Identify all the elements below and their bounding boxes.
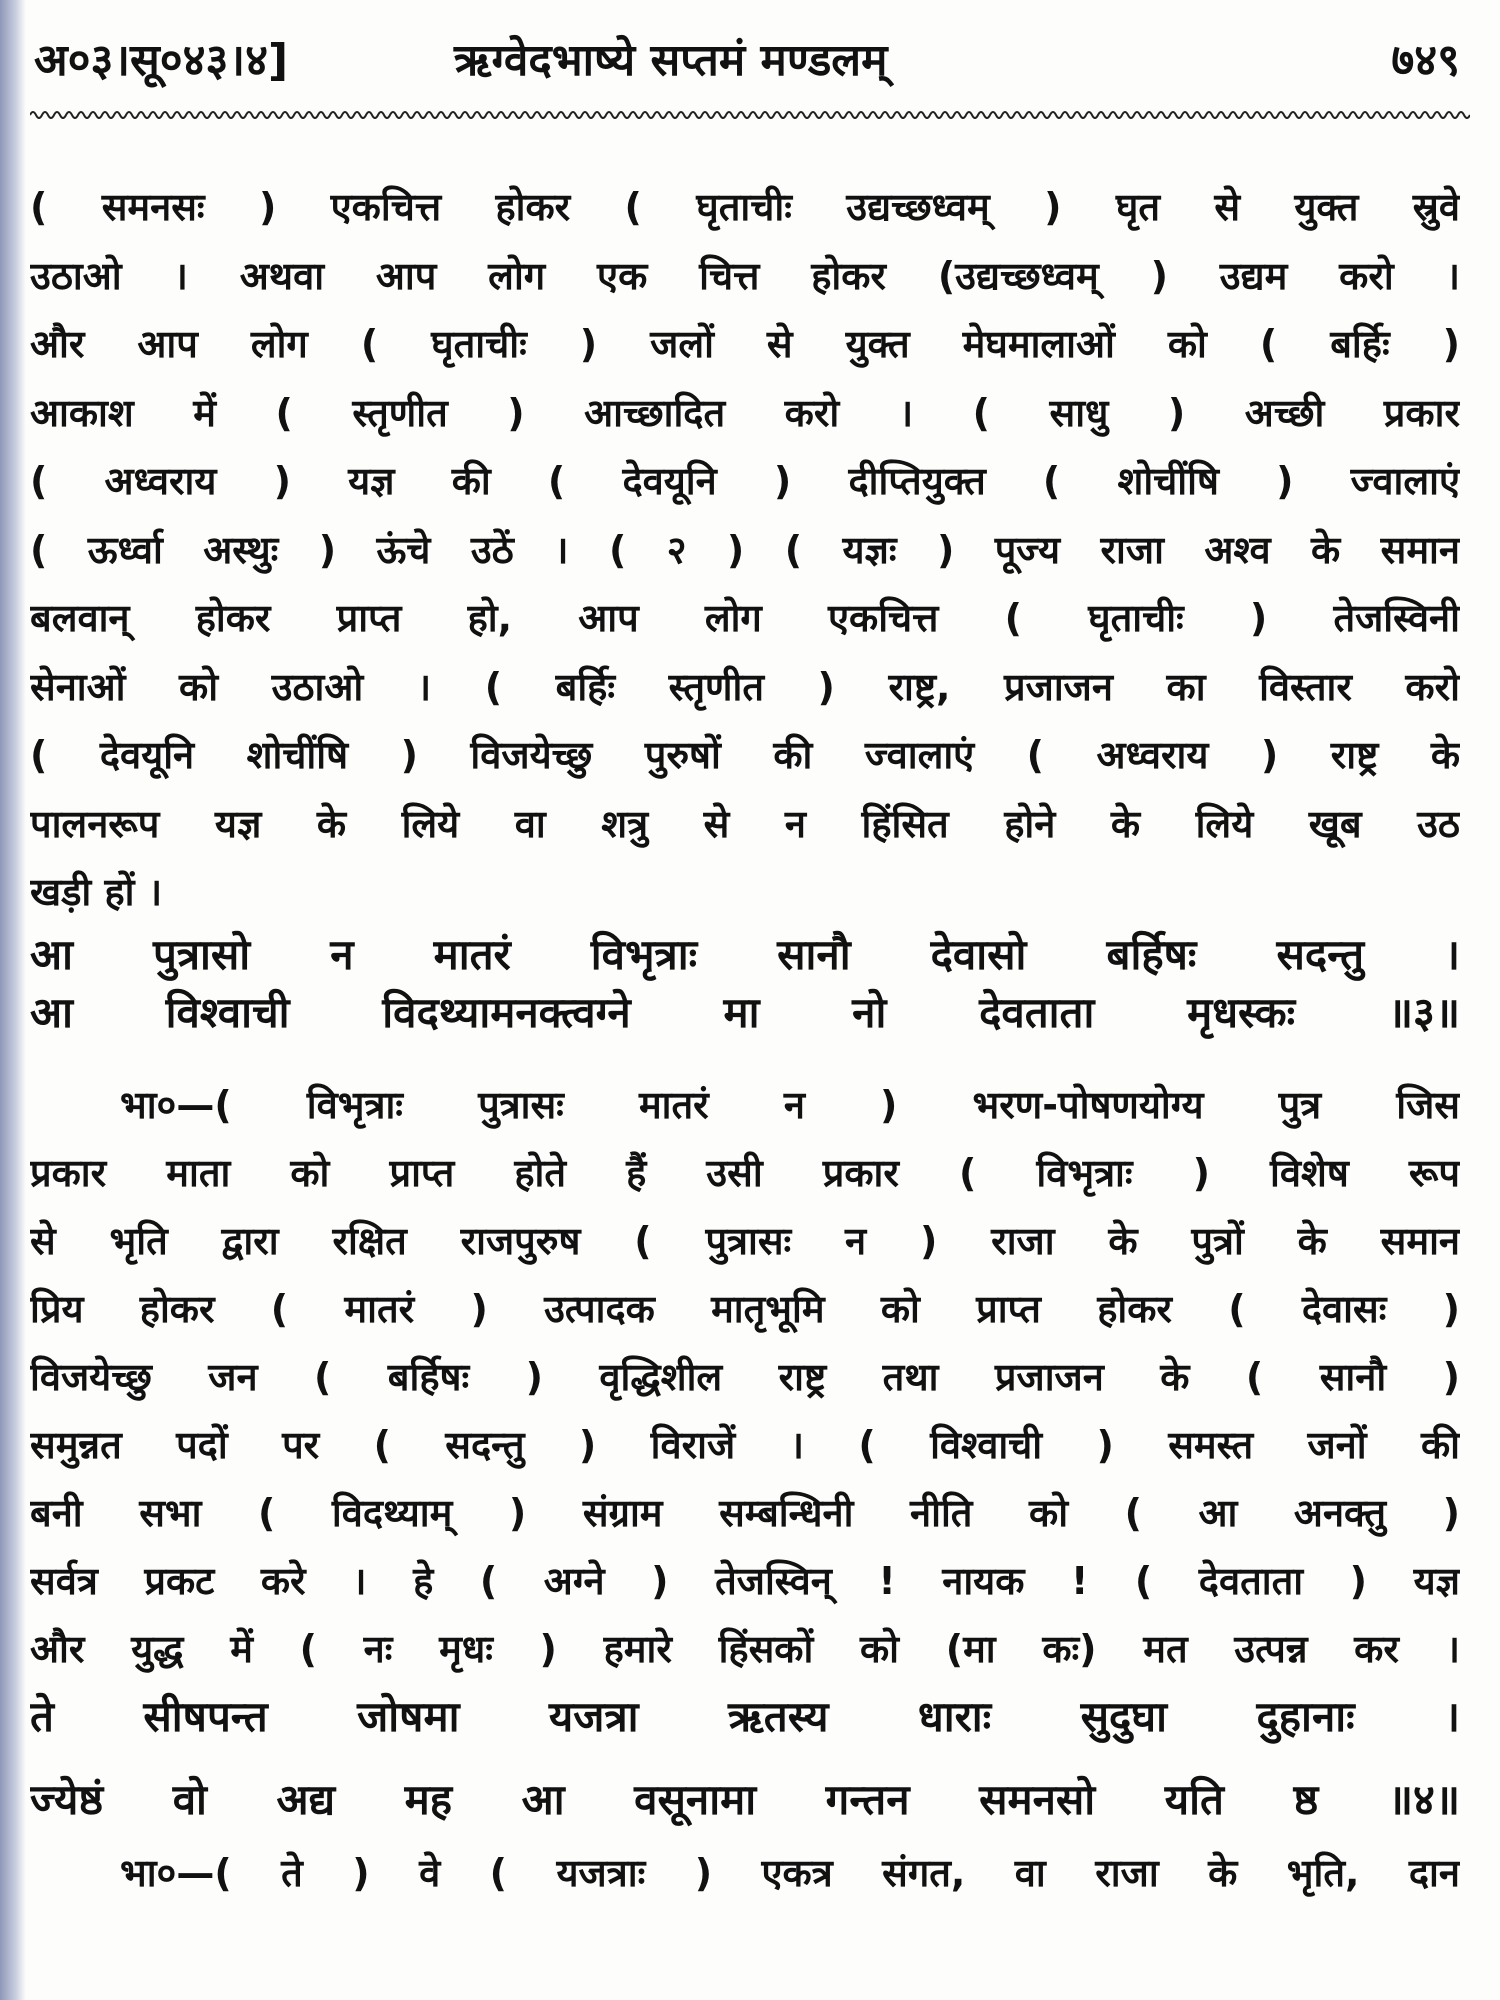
verse-line: ज्येष्ठं वो अद्य मह आ वसूनामा गन्तन समनसो यति ष्ठ ॥४॥ (30, 1775, 1460, 1824)
commentary-line: आकाश में ( स्तृणीत ) आच्छादित करो । ( साधु ) अच्छी प्रकार (30, 390, 1460, 435)
page-number: ७४९ (1391, 35, 1460, 86)
verse-line: आ पुत्रासो न मातरं विभृत्राः सानौ देवासो बर्हिषः सदन्तु । (30, 930, 1460, 979)
commentary-line: बनी सभा ( विदथ्याम् ) संग्राम सम्बन्धिनी नीति को ( आ अनक्तु ) (30, 1491, 1460, 1535)
wavy-divider (30, 108, 1470, 122)
verse-reference: अ०३।सू०४३।४] (34, 35, 289, 86)
running-title: ऋग्वेदभाष्ये सप्तमं मण्डलम् (454, 35, 888, 86)
verse-line: आ विश्वाची विदथ्यामनक्त्वग्ने मा नो देवताता मृधस्कः ॥३॥ (30, 988, 1460, 1037)
commentary-line: प्रिय होकर ( मातरं ) उत्पादक मातृभूमि को प्राप्त होकर ( देवासः ) (30, 1287, 1460, 1331)
commentary-line: समुन्नत पदों पर ( सदन्तु ) विराजें । ( विश्वाची ) समस्त जनों की (30, 1423, 1460, 1467)
commentary-line: सर्वत्र प्रकट करे । हे ( अग्ने ) तेजस्विन् ! नायक ! ( देवताता ) यज्ञ (30, 1559, 1460, 1603)
commentary-line: बलवान् होकर प्राप्त हो, आप लोग एकचित्त ( घृताचीः ) तेजस्विनी (30, 596, 1460, 640)
commentary-line: ( देवयूनि शोचींषि ) विजयेच्छु पुरुषों की ज्वालाएं ( अध्वराय ) राष्ट्र के (30, 733, 1460, 777)
book-spine-shadow (0, 0, 26, 2000)
commentary-line: से भृति द्वारा रक्षित राजपुरुष ( पुत्रासः न ) राजा के पुत्रों के समान (30, 1219, 1460, 1263)
commentary-line: ( अध्वराय ) यज्ञ की ( देवयूनि ) दीप्तियुक्त ( शोचींषि ) ज्वालाएं (30, 459, 1460, 503)
commentary-line: प्रकार माता को प्राप्त होते हैं उसी प्रकार ( विभृत्राः ) विशेष रूप (30, 1151, 1460, 1195)
commentary-line: और युद्ध में ( नः मृधः ) हमारे हिंसकों को (मा कः) मत उत्पन्न कर । (30, 1627, 1460, 1671)
commentary-line: खड़ी हों । (30, 870, 163, 914)
commentary-line: पालनरूप यज्ञ के लिये वा शत्रु से न हिंसित होने के लिये खूब उठ (30, 801, 1460, 846)
commentary-line: भा०—( ते ) वे ( यजत्राः ) एकत्र संगत, वा राजा के भृति, दान (120, 1851, 1460, 1895)
commentary-line: ( समनसः ) एकचित्त होकर ( घृताचीः उद्यच्छध्वम् ) घृत से युक्त स्रुवे (30, 185, 1460, 229)
commentary-line: भा०—( विभृत्राः पुत्रासः मातरं न ) भरण-पोषणयोग्य पुत्र जिस (120, 1083, 1460, 1127)
commentary-line: और आप लोग ( घृताचीः ) जलों से युक्त मेघमालाओं को ( बर्हिः ) (30, 322, 1460, 366)
page-header (34, 28, 1460, 88)
commentary-line: ( ऊर्ध्वा अस्थुः ) ऊंचे उठें । ( २ ) ( यज्ञः ) पूज्य राजा अश्व के समान (30, 527, 1460, 572)
verse-line: ते सीषपन्त जोषमा यजत्रा ऋतस्य धाराः सुदुघा दुहानाः । (30, 1692, 1460, 1741)
commentary-line: उठाओ । अथवा आप लोग एक चित्त होकर (उद्यच्छध्वम् ) उद्यम करो । (30, 253, 1460, 298)
commentary-line: सेनाओं को उठाओ । ( बर्हिः स्तृणीत ) राष्ट्र, प्रजाजन का विस्तार करो (30, 664, 1460, 709)
commentary-line: विजयेच्छु जन ( बर्हिषः ) वृद्धिशील राष्ट्र तथा प्रजाजन के ( सानौ ) (30, 1355, 1460, 1399)
